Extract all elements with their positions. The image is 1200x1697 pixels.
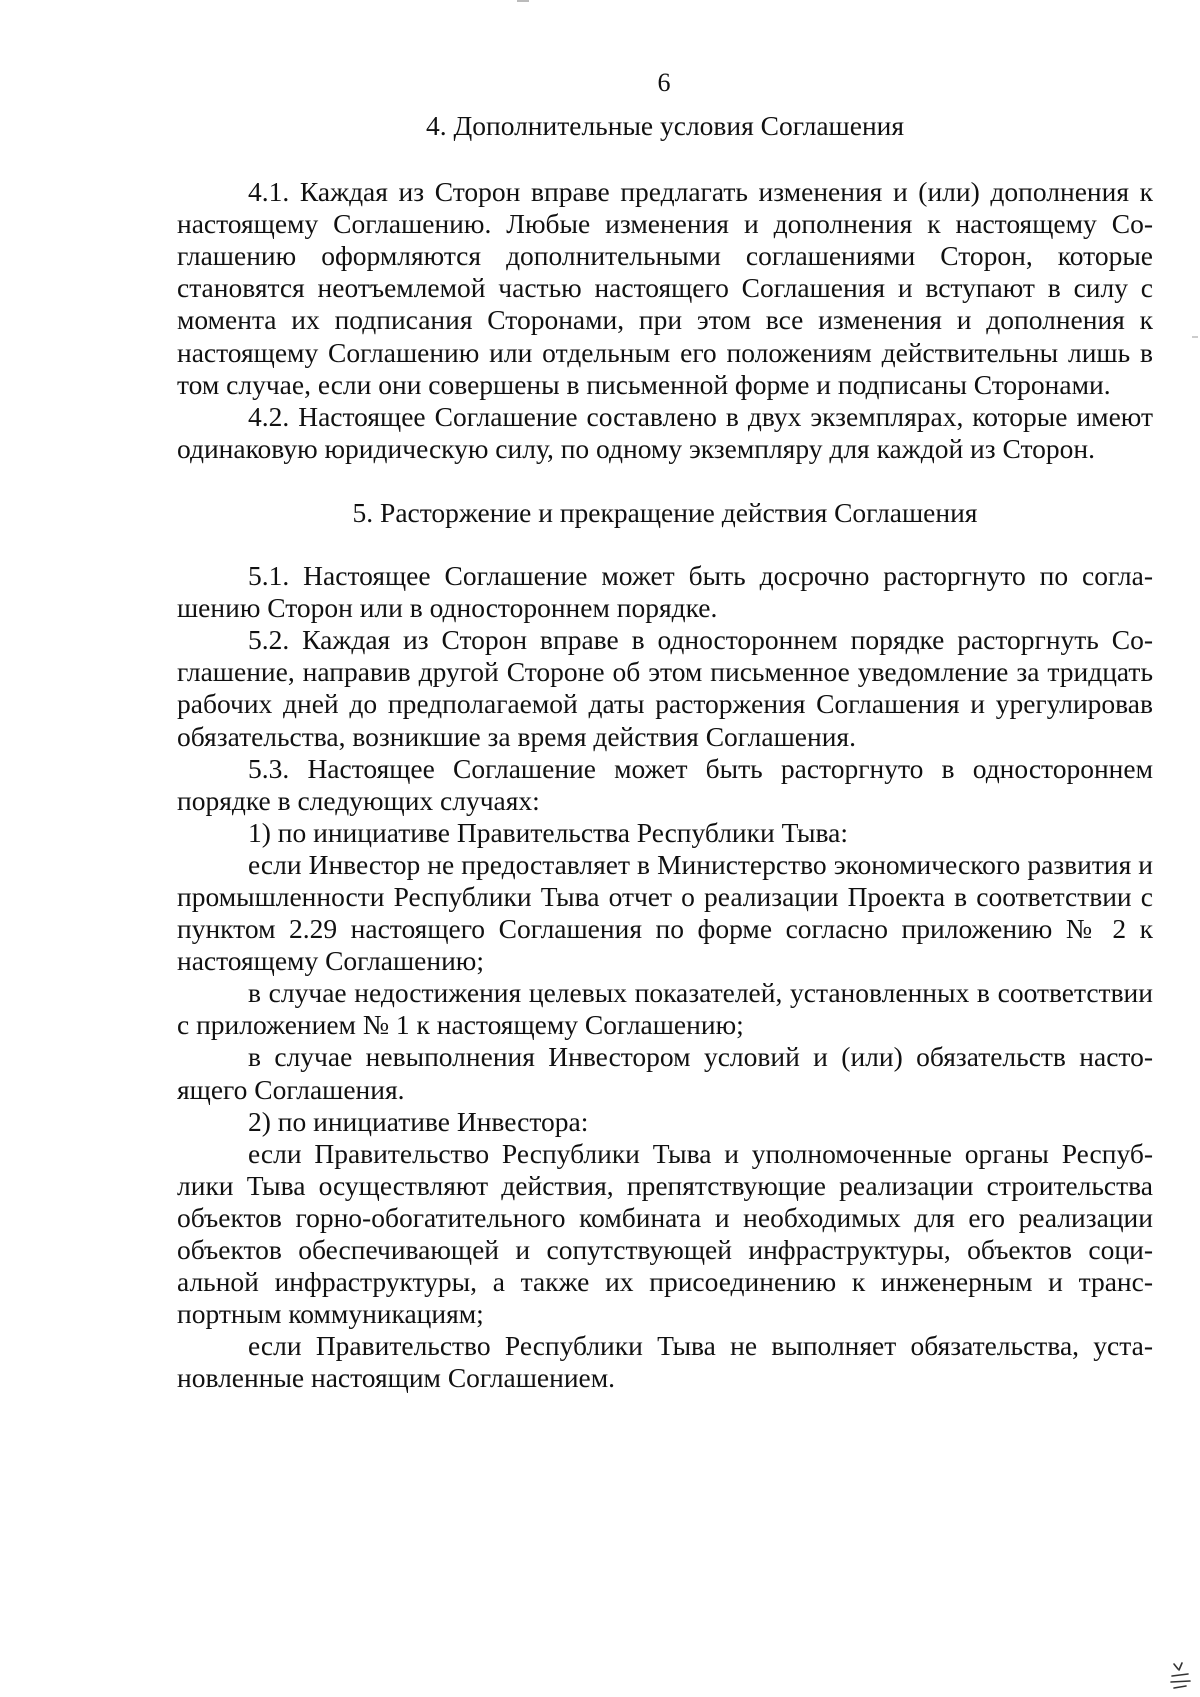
clause-government-obstruction: если Правительство Республики Тыва и уполномоченные органы Республики Тыва осуществляют действия, препятствующие реализации строительства объектов горно-обогатительного комбината и необходимых для его реализации объектов обеспечивающей и сопутствующей инфраструктуры, объектов социальной инфраструктуры, а также их присоединению к инженерным и транспортным коммуникациям;	[177, 1137, 1153, 1330]
page-number: 6	[657, 68, 671, 97]
clause-government-non-fulfillment: если Правительство Республики Тыва не выполняет обязательства, установленные настоящим Соглашением.	[177, 1330, 1153, 1394]
clause-report-not-provided: если Инвестор не предоставляет в Министерство экономического развития и промышленности Республики Тыва отчет о реализации Проекта в соответствии с пунктом 2.29 настоящего Соглашения по форме согласно приложению № 2 к настоящему Соглашению;	[177, 848, 1153, 977]
section-4-heading: 4. Дополнительные условия Соглашения	[425, 110, 905, 141]
scan-mark	[517, 0, 529, 2]
document-body	[177, 110, 1153, 1394]
paragraph-5-1: 5.1. Настоящее Соглашение может быть досрочно расторгнуто по соглашению Сторон или в одностороннем порядке.	[177, 560, 1153, 624]
list-item-investor-initiative: 2) по инициативе Инвестора:	[248, 1105, 589, 1137]
handwritten-mark-icon	[1168, 1660, 1194, 1690]
paragraph-5-2: 5.2. Каждая из Сторон вправе в одностороннем порядке расторгнуть Соглашение, направив другой Стороне об этом письменное уведомление за тридцать рабочих дней до предполагаемой даты расторжения Соглашения и урегулировав обязательства, возникшие за время действия Соглашения.	[177, 624, 1153, 752]
paragraph-5-3: 5.3. Настоящее Соглашение может быть расторгнуто в одностороннем порядке в следующих случаях:	[177, 752, 1153, 816]
paragraph-4-1: 4.1. Каждая из Сторон вправе предлагать изменения и (или) дополнения к настоящему Соглашению. Любые изменения и дополнения к настоящему Соглашению оформляются дополнительными соглашениями Сторон, которые становятся неотъемлемой частью настоящего Соглашения и вступают в силу с момента их подписания Сторонами, при этом все изменения и дополнения к настоящему Соглашению или отдельным его положениям действительны лишь в том случае, если они совершены в письменной форме и подписаны Сторонами.	[177, 176, 1153, 400]
clause-obligations-not-fulfilled: в случае невыполнения Инвестором условий и (или) обязательств настоящего Соглашения.	[177, 1041, 1153, 1105]
clause-targets-not-reached: в случае недостижения целевых показателей, установленных в соответствии с приложением № 1 к настоящему Соглашению;	[177, 977, 1153, 1041]
scan-mark	[1192, 336, 1198, 338]
list-item-government-initiative: 1) по инициативе Правительства Республики Тыва:	[248, 816, 848, 848]
section-5-heading: 5. Расторжение и прекращение действия Соглашения	[352, 496, 978, 528]
paragraph-4-2: 4.2. Настоящее Соглашение составлено в двух экземплярах, которые имеют одинаковую юридическую силу, по одному экземпляру для каждой из Сторон.	[177, 400, 1153, 464]
